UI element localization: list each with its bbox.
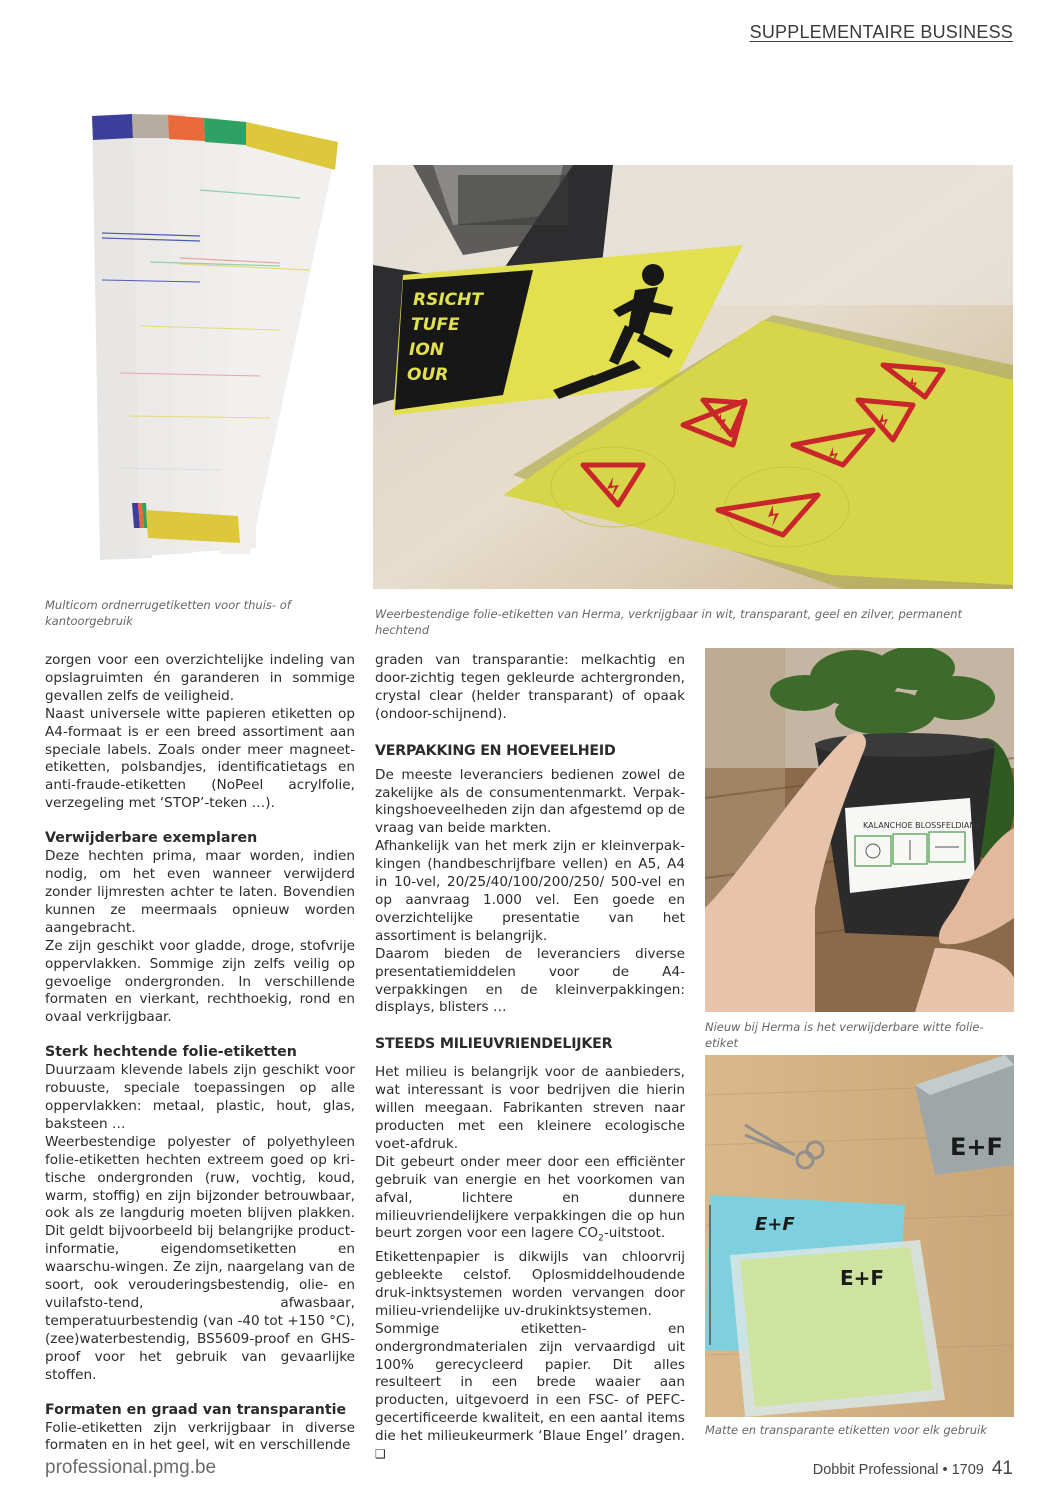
sign-text-1: RSICHT [413, 290, 483, 310]
page-footer [813, 1458, 1013, 1480]
text-column-2 [375, 652, 685, 1464]
caption-matte: Matte en transparante etiketten voor elk gebruik [705, 1423, 987, 1437]
paragraph: De meeste leveranciers bedienen zowel de zakelijke als de consumentenmarkt. Verpak-kingshoeveelheden zijn dan afgestemd op de vraag van beide markten. [375, 766, 685, 837]
notebook-logo: E+F [755, 1214, 795, 1235]
page-number: 41 [991, 1458, 1013, 1479]
paragraph: Ze zijn geschikt voor gladde, droge, stofvrije oppervlakken. Sommige zijn zelfs veilig op gevoelige ondergronden. In verschillende formaten en vierkant, rechthoekig, rond en ovaal verkrijgbaar. [45, 937, 355, 1026]
paragraph: Deze hechten prima, maar worden, indien nodig, om het even wanneer verwijderd zonder lijmresten achter te laten. Bovendien kunnen ze meermaals opnieuw worden aangebracht. [45, 848, 355, 936]
paragraph: Weerbestendige polyester of polyethyleen folie-etiketten hechten extreem goed op kri-tische ondergronden (ruw, vochtig, koud, warm, stoffig) en zijn bijzonder betrouwbaar, ook als ze langdurig moeten blijven plakken. Dit geldt bijvoorbeeld bij belangrijke product-informatie, eigendomsetiketten en waarschu-wingen. Ze zijn, naargelang van de soort, ook verouderingsbestendig, olie- en vuilafsto-tend, afwasbaar, temperatuurbestendig (van -40 tot +150 °C), (zee)waterbestendig, BS5609-proof en GHS-proof voor het gebruik van gevaarlijke stoffen. [45, 1133, 355, 1383]
paragraph: Naast universele witte papieren etiketten op A4-formaat is er een breed assortiment aan speciale labels. Zoals onder meer magneet-etiketten, polsbandjes, identificatietags en anti-fraude-etiketten (NoPeel acrylfolie, verzegeling met ‘STOP’-teken …). [45, 705, 355, 812]
paragraph: Het milieu is belangrijk voor de aanbieders, wat interessant is voor bedrijven die hierin willen meegaan. Fabrikanten streven naar producten met een kleinere ecologische voet-afdruk. [375, 1064, 685, 1152]
ordner-labels-image [80, 98, 355, 568]
paragraph: Afhankelijk van het merk zijn er kleinverpak-kingen (handbeschrijfbare vellen) en A5, A4 in 10-vel, 20/25/40/100/200/250/ 500-vel en op aanvraag 1.000 vel. Een goede en overzichtelijke presentatie van het assortiment is belangrijk. [375, 838, 685, 944]
pot-label-title: KALANCHOE BLOSSFELDIANA [863, 821, 981, 830]
caption-ordner: Multicom ordnerrugetiketten voor thuis- of kantoorgebruik [45, 598, 291, 628]
paragraph: Duurzaam klevende labels zijn geschikt voor robuuste, speciale toepassingen op alle oppervlakken: metaal, plastic, hout, glas, baksteen … [45, 1062, 355, 1132]
paragraph: graden van transparantie: melkachtig en door-zichtig tegen gekleurde achtergronden, crystal clear (helder transparant) of opaak (ondoor-schijnend). [375, 652, 685, 722]
end-mark-icon: ❑ [375, 1447, 386, 1462]
paragraph: Etikettenpapier is dikwijls van chloorvrij gebleekte celstof. Oplosmiddelhoudende druk-inktsystemen worden vervangen door milieu-vriendelijke uv-drukinktsystemen. [375, 1249, 685, 1319]
subheading-removable: Verwijderbare exemplaren [45, 830, 258, 847]
subheading-formats: Formaten en graad van transparantie [45, 1401, 347, 1418]
paragraph: zorgen voor een overzichtelijke indeling van opslagruimten én garanderen in sommige gevallen zelfs de veiligheid. [45, 652, 355, 704]
caption-herma-foil: Weerbestendige folie-etiketten van Herma, verkrijgbaar in wit, transparant, geel en zilver, permanent hechtend [375, 607, 963, 637]
paragraph: Folie-etiketten zijn verkrijgbaar in diverse formaten en in het geel, wit en verschillende [45, 1419, 355, 1454]
matte-labels-image [705, 1055, 1014, 1417]
sign-text-2: TUFE [411, 315, 460, 335]
subheading-packaging: VERPAKKING EN HOEVEELHEID [375, 742, 616, 759]
herma-foil-labels-image [373, 165, 1013, 589]
sign-text-4: OUR [407, 365, 449, 385]
text-column-1 [45, 652, 355, 1455]
paragraph: Daarom bieden de leveranciers diverse presentatiemiddelen voor de A4-verpakkingen en de kleinverpakkingen: displays, blisters … [375, 945, 685, 1016]
sign-text-3: ION [409, 340, 445, 360]
subheading-strong: Sterk hechtende folie-etiketten [45, 1044, 297, 1061]
magazine-issue: Dobbit Professional • 1709 [812, 1462, 984, 1478]
cd-logo: E+F [840, 1266, 885, 1290]
website-link[interactable]: professional.pmg.be [45, 1457, 217, 1478]
paragraph: Dit gebeurt onder meer door een efficiënter gebruik van energie en het voorkomen van afval, lichtere en dunnere milieuvriendelijkere verpakkingen die op hun beurt zorgen voor een lagere $CO_2$-uitstoot. [375, 1153, 685, 1245]
subheading-eco: STEEDS MILIEUVRIENDELIJKER [375, 1036, 613, 1053]
box-logo: E+F [950, 1133, 1003, 1161]
paragraph: Sommige etiketten- en ondergrondmaterialen zijn vervaardigd uit 100% gerecycleerd papier. Dit alles resulteert in een brede waaier aan producten, uitgevoerd in een FSC- of PEFC-gecertificeerde kwaliteit, en een aantal items die het milieukeurmerk ‘Blaue Engel’ dragen. ❑ [375, 1320, 685, 1462]
herma-removable-label-image [705, 648, 1014, 1012]
caption-herma-new: Nieuw bij Herma is het verwijderbare witte folie-etiket [705, 1020, 984, 1050]
section-header: SUPPLEMENTAIRE BUSINESS [749, 22, 1013, 42]
